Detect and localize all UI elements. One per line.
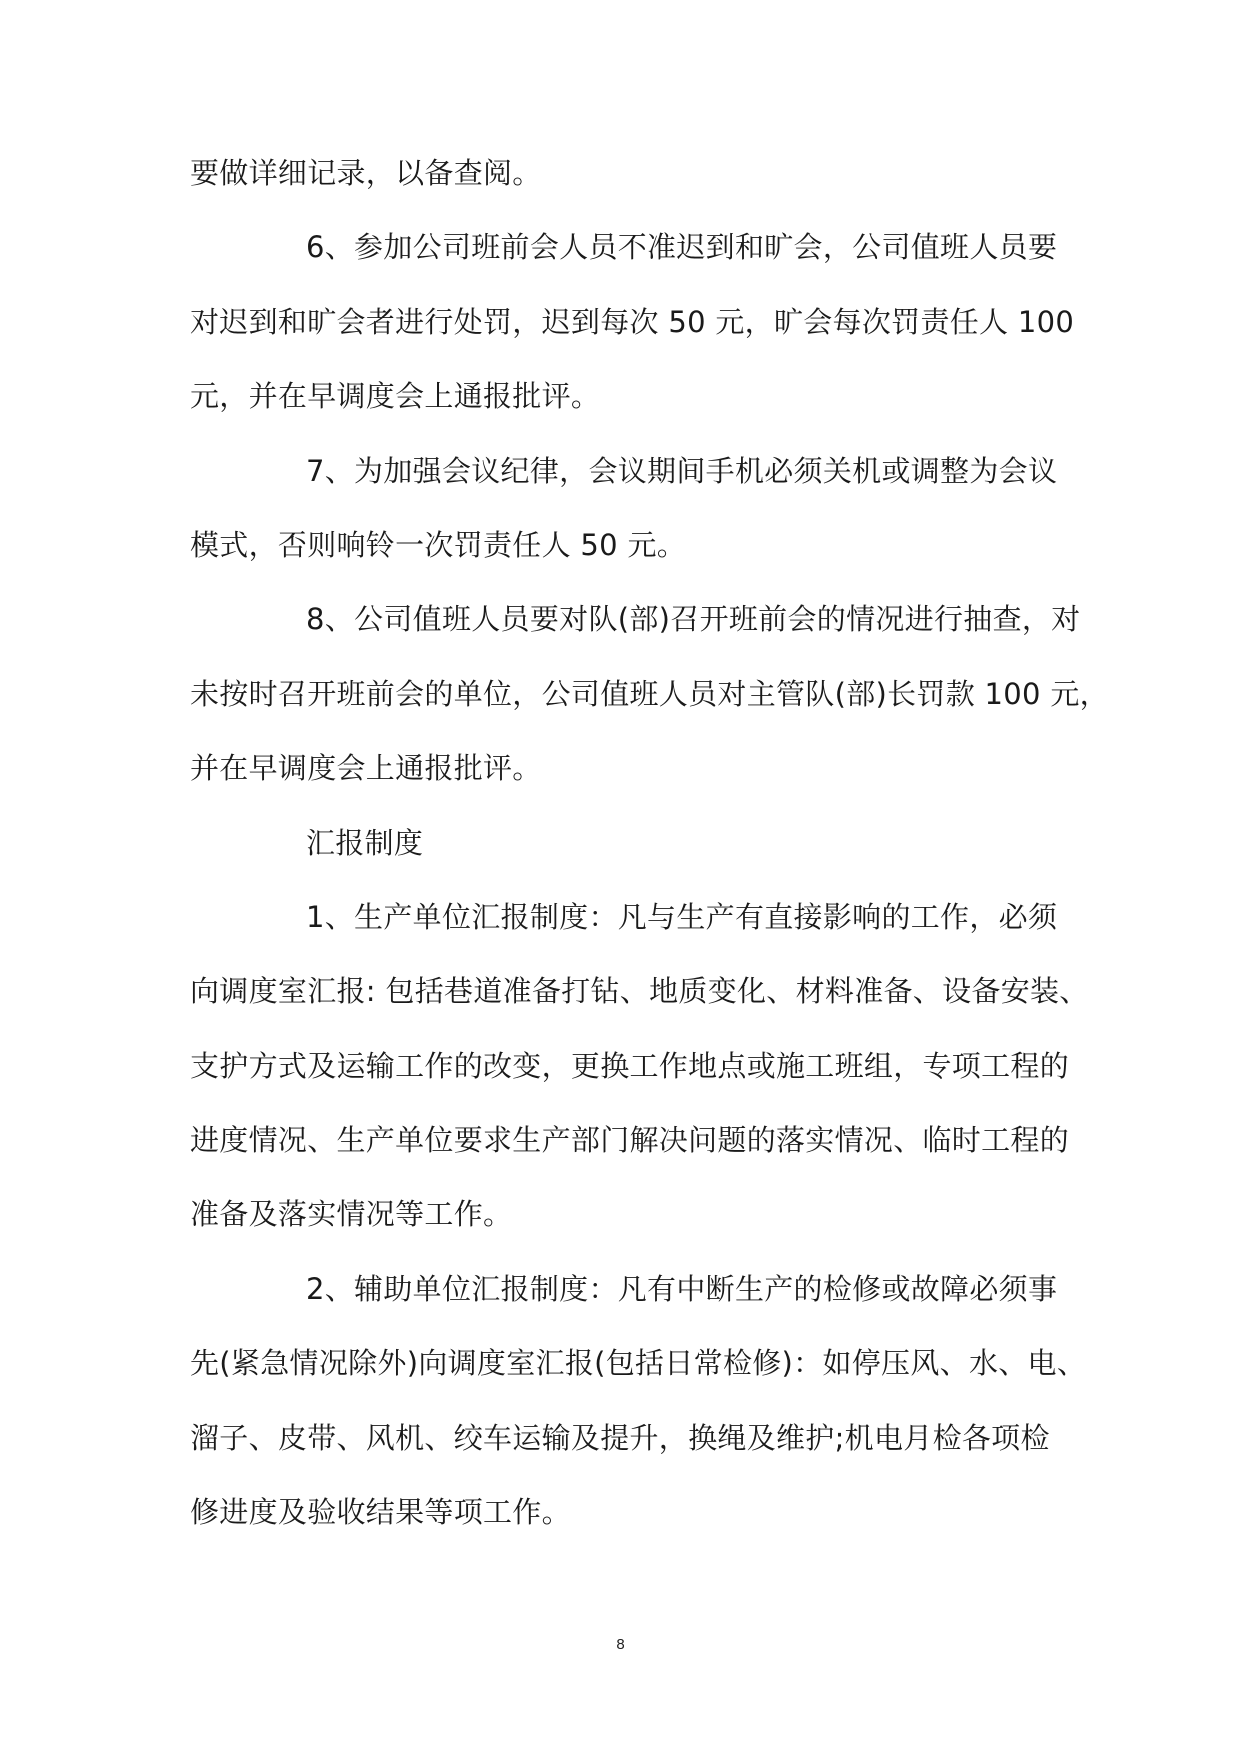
body-line: 支护方式及运输工作的改变，更换工作地点或施工班组，专项工程的 xyxy=(190,1048,1070,1083)
paragraph-item-8-line: 8、公司值班人员要对队(部)召开班前会的情况进行抽查，对 xyxy=(306,602,1081,637)
body-line: 并在早调度会上通报批评。 xyxy=(190,751,542,786)
section-heading: 汇报制度 xyxy=(306,825,424,860)
paragraph-report-2-line: 2、辅助单位汇报制度：凡有中断生产的检修或故障必须事 xyxy=(306,1271,1058,1306)
body-line: 向调度室汇报: 包括巷道准备打钻、地质变化、材料准备、设备安装、 xyxy=(190,974,1089,1009)
paragraph-report-1-line: 1、生产单位汇报制度：凡与生产有直接影响的工作，必须 xyxy=(306,899,1058,934)
body-line: 修进度及验收结果等项工作。 xyxy=(190,1495,571,1530)
body-line: 进度情况、生产单位要求生产部门解决问题的落实情况、临时工程的 xyxy=(190,1123,1070,1158)
body-line: 要做详细记录，以备查阅。 xyxy=(190,156,542,190)
body-line: 溜子、皮带、风机、绞车运输及提升，换绳及维护;机电月检各项检 xyxy=(190,1420,1050,1455)
document-body xyxy=(190,136,1109,1549)
paragraph-item-7-line: 7、为加强会议纪律，会议期间手机必须关机或调整为会议 xyxy=(306,453,1058,488)
body-line: 先(紧急情况除外)向调度室汇报(包括日常检修)：如停压风、水、电、 xyxy=(190,1346,1087,1381)
body-line: 未按时召开班前会的单位，公司值班人员对主管队(部)长罚款 100 元， xyxy=(190,676,1109,711)
body-line: 准备及落实情况等工作。 xyxy=(190,1197,513,1232)
page-number: 8 xyxy=(616,1636,625,1653)
body-line: 模式，否则响铃一次罚责任人 50 元。 xyxy=(190,527,687,562)
paragraph-item-6-line: 6、参加公司班前会人员不准迟到和旷会，公司值班人员要 xyxy=(306,230,1058,265)
body-line: 元，并在早调度会上通报批评。 xyxy=(190,379,601,414)
body-line: 对迟到和旷会者进行处罚，迟到每次 50 元，旷会每次罚责任人 100 xyxy=(190,304,1075,339)
